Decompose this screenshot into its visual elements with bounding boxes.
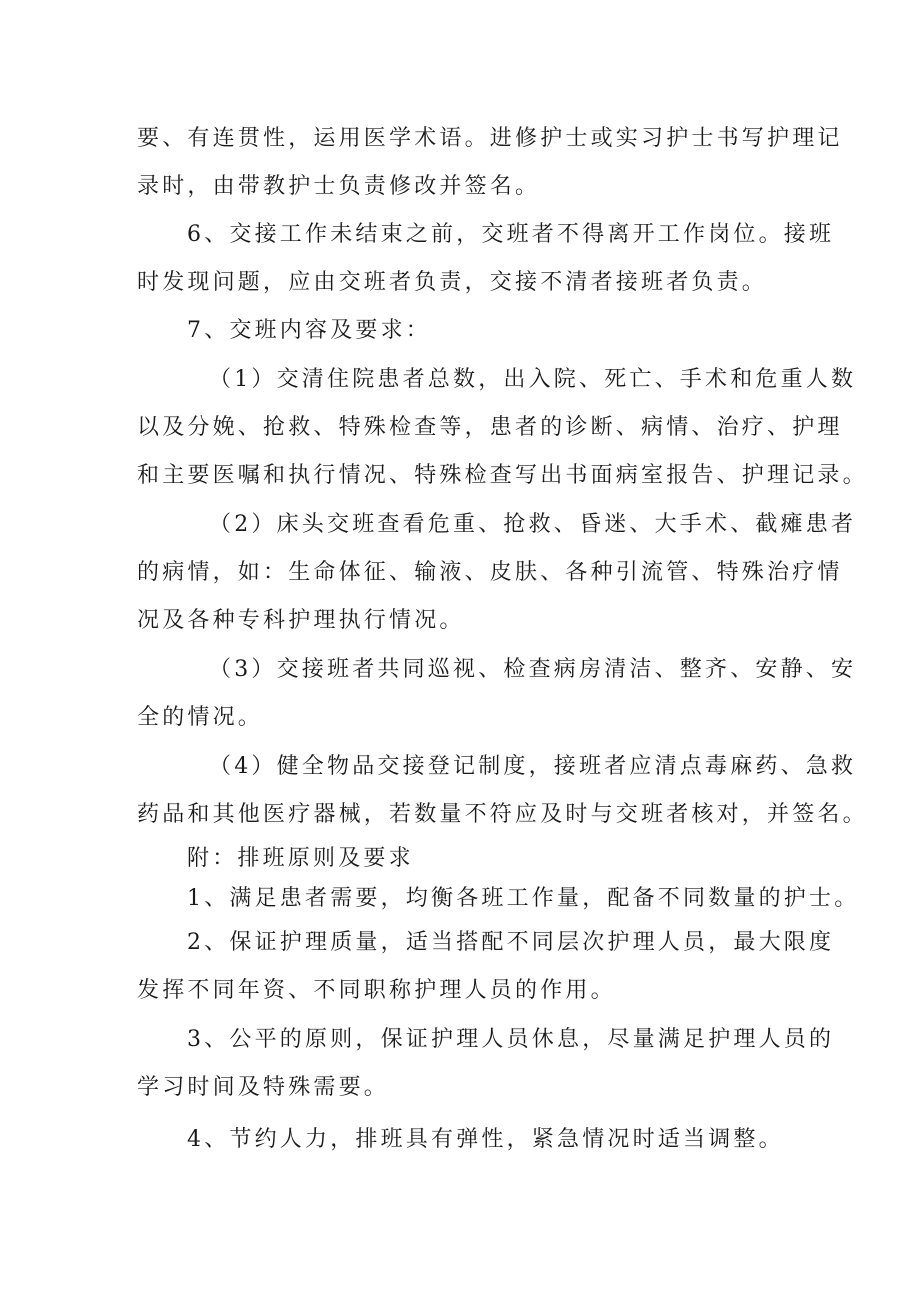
text-line: 发挥不同年资、不同职称护理人员的作用。: [137, 978, 616, 1003]
text-line: 附：排班原则及要求: [187, 846, 414, 871]
text-line: 全的情况。: [137, 705, 264, 730]
text-line: 和主要医嘱和执行情况、特殊检查写出书面病室报告、护理记录。: [137, 463, 868, 488]
text-line: 况及各种专科护理执行情况。: [137, 608, 465, 633]
text-line: 学习时间及特殊需要。: [137, 1075, 390, 1100]
text-line: （4）健全物品交接登记制度，接班者应清点毒麻药、急救: [209, 754, 857, 779]
text-line: 要、有连贯性，运用医学术语。进修护士或实习护士书写护理记: [137, 126, 843, 151]
text-line: 1、满足患者需要，均衡各班工作量，配备不同数量的护士。: [187, 886, 860, 911]
text-line: 7、交班内容及要求：: [187, 318, 431, 343]
text-line: 4、节约人力，排班具有弹性，紧急情况时适当调整。: [187, 1127, 784, 1152]
text-line: （1）交清住院患者总数，出入院、死亡、手术和危重人数: [209, 367, 857, 392]
text-line: 药品和其他医疗器械，若数量不符应及时与交班者核对，并签名。: [137, 802, 868, 827]
text-line: 2、保证护理质量，适当搭配不同层次护理人员，最大限度: [187, 930, 835, 955]
text-line: 3、公平的原则，保证护理人员休息，尽量满足护理人员的: [187, 1027, 835, 1052]
text-line: 时发现问题，应由交班者负责，交接不清者接班者负责。: [137, 270, 768, 295]
text-line: 6、交接工作未结束之前，交班者不得离开工作岗位。接班: [187, 222, 835, 247]
text-line: 以及分娩、抢救、特殊检查等，患者的诊断、病情、治疗、护理: [137, 415, 843, 440]
text-line: （3）交接班者共同巡视、检查病房清洁、整齐、安静、安: [209, 657, 857, 682]
text-line: 录时，由带教护士负责修改并签名。: [137, 174, 541, 199]
text-line: 的病情，如：生命体征、输液、皮肤、各种引流管、特殊治疗情: [137, 560, 843, 585]
text-line: （2）床头交班查看危重、抢救、昏迷、大手术、截瘫患者: [209, 512, 857, 537]
